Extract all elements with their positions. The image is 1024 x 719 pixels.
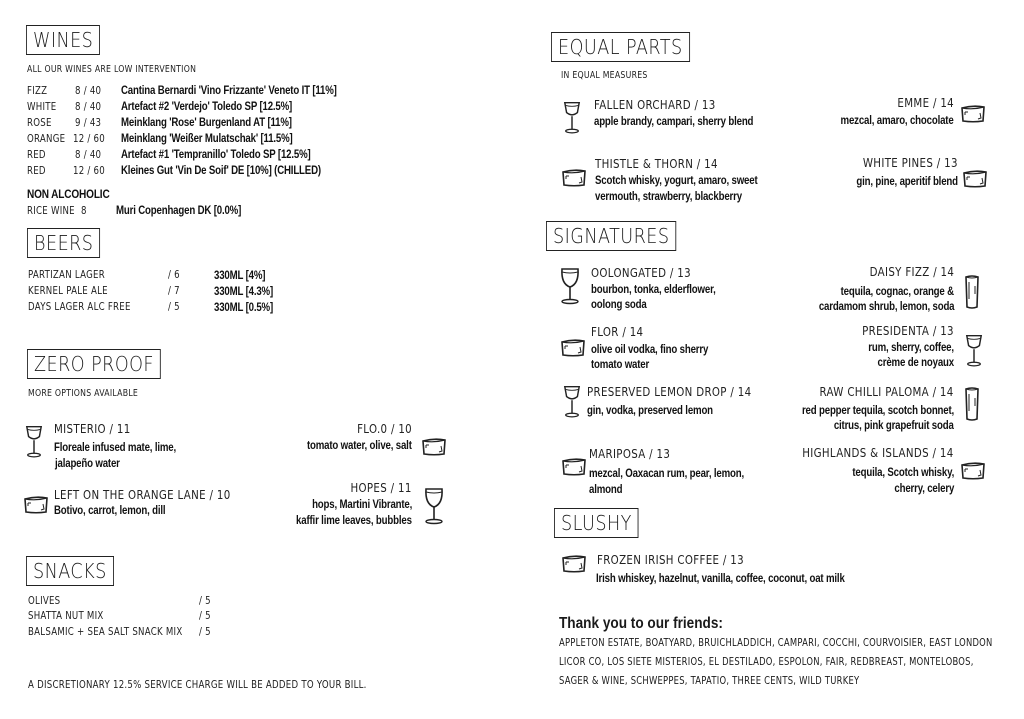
zero-proof-subtitle: MORE OPTIONS AVAILABLE (28, 388, 139, 399)
drink-desc: bourbon, tonka, elderflower, (591, 284, 716, 296)
coupe-glass-icon (562, 100, 582, 136)
drink-desc: Floreale infused mate, lime, (54, 442, 176, 454)
thanks-title: Thank you to our friends: (559, 615, 723, 632)
drink-desc: mezcal, amaro, chocolate (840, 115, 954, 127)
drink-name: WHITE PINES / 13 (863, 155, 958, 170)
wines-subtitle: ALL OUR WINES ARE LOW INTERVENTION (27, 64, 197, 75)
beer-desc: 330ML [0.5%] (214, 302, 274, 314)
section-title-wines: WINES (26, 25, 100, 55)
drink-name: THISTLE & THORN / 14 (595, 156, 718, 171)
section-title-snacks: SNACKS (26, 556, 114, 586)
drink-name: RAW CHILLI PALOMA / 14 (819, 384, 954, 399)
drink-desc: kaffir lime leaves, bubbles (296, 515, 412, 527)
drink-desc: vermouth, strawberry, blackberry (595, 191, 742, 203)
wine-glass-icon (559, 266, 581, 306)
tumbler-icon (561, 553, 587, 573)
snack-name: BALSAMIC + SEA SALT SNACK MIX (28, 626, 183, 638)
drink-desc: jalapeño water (55, 458, 120, 470)
drink-desc: red pepper tequila, scotch bonnet, (801, 405, 954, 417)
drink-desc: Irish whiskey, hazelnut, vanilla, coffee, coconut, oat milk (596, 573, 845, 585)
drink-desc: Scotch whisky, yogurt, amaro, sweet (595, 175, 758, 187)
section-title-slushy: SLUSHY (554, 508, 639, 538)
wine-type: FIZZ (27, 85, 48, 97)
drink-name: OOLONGATED / 13 (591, 265, 691, 280)
drink-desc: rum, sherry, coffee, (868, 342, 954, 354)
wine-desc: Meinklang 'Rose' Burgenland AT [11%] (121, 117, 292, 129)
highball-icon (964, 386, 980, 422)
snack-price: / 5 (199, 626, 211, 638)
beer-price: / 5 (168, 301, 180, 313)
drink-desc: gin, pine, aperitif blend (856, 176, 958, 188)
friends-line: APPLETON ESTATE, BOATYARD, BRUICHLADDICH, CAMPARI, COCCHI, COURVOISIER, EAST LONDON (559, 637, 993, 649)
tumbler-icon (960, 460, 986, 480)
tumbler-icon (960, 103, 986, 123)
beer-name: KERNEL PALE ALE (28, 285, 108, 297)
drink-desc: oolong soda (591, 299, 647, 311)
wine-price: 8 / 40 (75, 149, 102, 161)
drink-desc: gin, vodka, preserved lemon (587, 405, 713, 417)
wine-type: ROSE (27, 117, 52, 129)
coupe-glass-icon (562, 384, 582, 420)
beer-desc: 330ML [4%] (214, 270, 266, 282)
drink-name: MISTERIO / 11 (54, 421, 131, 436)
drink-name: FALLEN ORCHARD / 13 (594, 97, 716, 112)
wine-glass-icon (24, 424, 44, 460)
highball-icon (964, 274, 980, 310)
drink-desc: Botivo, carrot, lemon, dill (54, 505, 166, 517)
wine-type: RED (27, 165, 46, 177)
wine-type: RED (27, 149, 46, 161)
drink-name: DAISY FIZZ / 14 (869, 264, 954, 279)
wine-glass-icon (423, 486, 445, 526)
drink-name: PRESERVED LEMON DROP / 14 (587, 384, 752, 399)
beer-price: / 7 (168, 285, 180, 297)
snack-name: OLIVES (28, 595, 61, 607)
snack-price: / 5 (199, 610, 211, 622)
drink-name: FROZEN IRISH COFFEE / 13 (597, 552, 745, 567)
beer-name: DAYS LAGER ALC FREE (28, 301, 131, 313)
drink-name: EMME / 14 (897, 95, 954, 110)
section-title-beers: BEERS (27, 228, 100, 258)
wine-price: 12 / 60 (73, 165, 106, 177)
snack-price: / 5 (199, 595, 211, 607)
drink-desc: apple brandy, campari, sherry blend (594, 116, 754, 128)
drink-name: HOPES / 11 (350, 480, 412, 495)
wine-price: 8 / 40 (75, 85, 102, 97)
drink-desc: tomato water, olive, salt (307, 440, 412, 452)
tumbler-icon (421, 436, 447, 456)
drink-desc: tomato water (591, 359, 650, 371)
non-alc-type: RICE WINE (27, 205, 75, 217)
drink-desc: tequila, Scotch whisky, (852, 467, 954, 479)
tumbler-icon (23, 494, 49, 514)
non-alc-price: 8 (81, 205, 87, 217)
chilled-note: (CHILLED) (274, 165, 321, 177)
drink-name: LEFT ON THE ORANGE LANE / 10 (54, 487, 231, 502)
drink-desc: almond (589, 484, 623, 496)
drink-desc: cardamom shrub, lemon, soda (818, 301, 954, 313)
drink-name: MARIPOSA / 13 (589, 446, 671, 461)
wine-desc: Artefact #2 'Verdejo' Toledo SP [12.5%] (121, 101, 293, 113)
drink-name: FLOR / 14 (591, 324, 644, 339)
friends-line: LICOR CO, LOS SIETE MISTERIOS, EL DESTILADO, ESPOLON, FAIR, REDBREAST, MONTELOBOS, (559, 656, 974, 668)
wine-type: WHITE (27, 101, 57, 113)
wine-desc: Cantina Bernardi 'Vino Frizzante' Veneto IT [11%] (121, 85, 337, 97)
wine-desc (121, 163, 321, 179)
wine-desc-text: Kleines Gut 'Vin De Soif' DE [10%] (121, 165, 272, 177)
tumbler-icon (561, 167, 587, 187)
drink-name: HIGHLANDS & ISLANDS / 14 (802, 445, 954, 460)
drink-desc: olive oil vodka, fino sherry (591, 344, 709, 356)
wine-price: 8 / 40 (75, 101, 102, 113)
tumbler-icon (561, 456, 587, 476)
drink-desc: mezcal, Oaxacan rum, pear, lemon, (589, 468, 744, 480)
drink-name: PRESIDENTA / 13 (862, 323, 954, 338)
wine-price: 12 / 60 (73, 133, 106, 145)
friends-line: SAGER & WINE, SCHWEPPES, TAPATIO, THREE CENTS, WILD TURKEY (559, 675, 860, 687)
service-charge-note: A DISCRETIONARY 12.5% SERVICE CHARGE WILL BE ADDED TO YOUR BILL. (28, 679, 367, 691)
drink-desc: tequila, cognac, orange & (840, 286, 954, 298)
drink-name: FLO.0 / 10 (357, 421, 412, 436)
section-title-signatures: SIGNATURES (546, 221, 676, 251)
beer-desc: 330ML [4.3%] (214, 286, 274, 298)
wine-desc: Artefact #1 'Tempranillo' Toledo SP [12.5%] (121, 149, 311, 161)
drink-desc: cherry, celery (894, 483, 954, 495)
equal-parts-subtitle: IN EQUAL MEASURES (561, 70, 648, 81)
snack-name: SHATTA NUT MIX (28, 610, 104, 622)
beer-price: / 6 (168, 269, 180, 281)
section-title-zero-proof: ZERO PROOF (27, 349, 161, 379)
beer-name: PARTIZAN LAGER (28, 269, 105, 281)
drink-desc: crème de noyaux (877, 357, 954, 369)
non-alcoholic-heading: NON ALCOHOLIC (27, 187, 110, 201)
wine-desc: Meinklang 'Weißer Mulatschak' [11.5%] (121, 133, 293, 145)
tumbler-icon (560, 337, 586, 357)
wine-price: 9 / 43 (75, 117, 102, 129)
wine-type: ORANGE (27, 133, 66, 145)
drink-desc: citrus, pink grapefruit soda (834, 420, 954, 432)
non-alc-desc: Muri Copenhagen DK [0.0%] (116, 205, 242, 217)
section-title-equal-parts: EQUAL PARTS (551, 32, 690, 62)
tumbler-icon (962, 168, 988, 188)
coupe-glass-icon (964, 333, 984, 369)
drink-desc: hops, Martini Vibrante, (311, 499, 412, 511)
